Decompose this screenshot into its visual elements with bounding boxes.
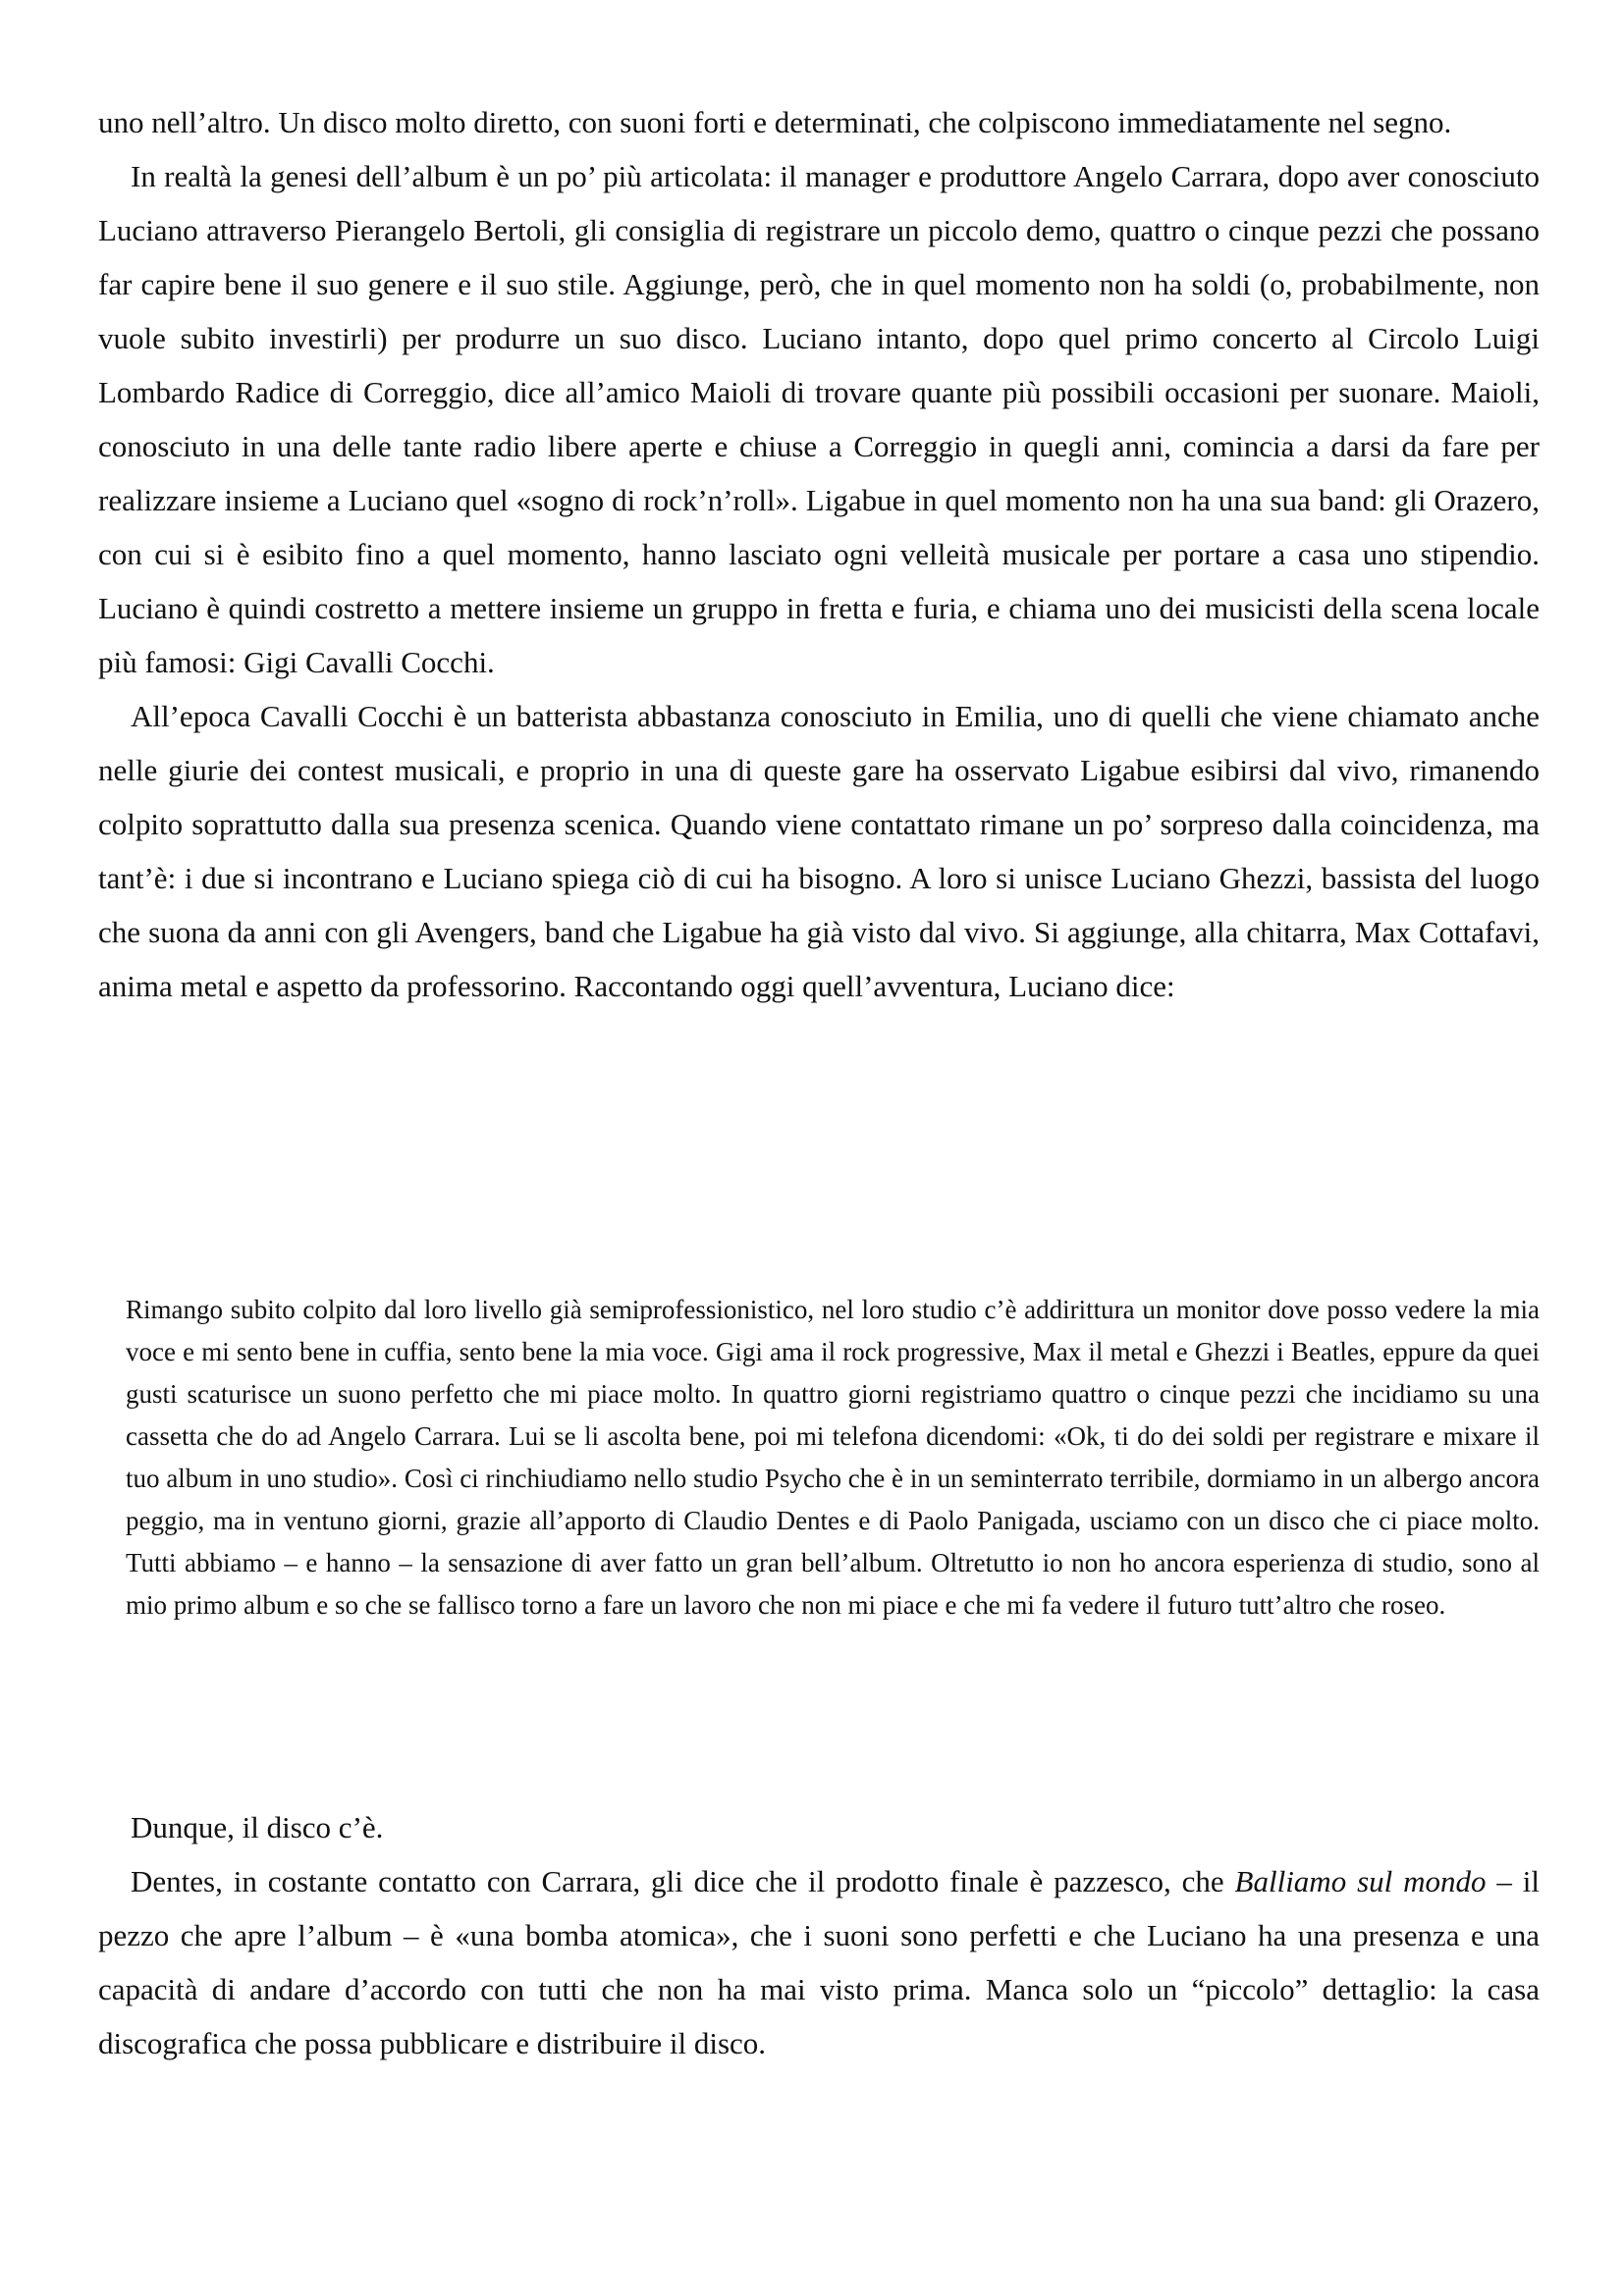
song-title-italic: Balliamo sul mondo	[1234, 1864, 1487, 1898]
paragraph-continuation: uno nell’altro. Un disco molto diretto, con suoni forti e determinati, che colpiscono immediatamente nel segno.	[98, 105, 1452, 139]
paragraph-dentes	[98, 1854, 1540, 2070]
block-quote-luciano: Rimango subito colpito dal loro livello già semiprofessionistico, nel loro studio c’è addirittura un monitor dove posso vedere la mia voce e mi sento bene in cuffia, sento bene la mia voce. Gigi ama il rock progressive, Max il metal e Ghezzi i Beatles, eppure da quei gusti scaturisce un suono perfetto che mi piace molto. In quattro giorni registriamo quattro o cinque pezzi che incidiamo su una cassetta che do ad Angelo Carrara. Lui se li ascolta bene, poi mi telefona dicendomi: «Ok, ti do dei soldi per registrare e mixare il tuo album in uno studio». Così ci rinchiudiamo nello studio Psycho che è in un seminterrato terribile, dormiamo in un albergo ancora peggio, ma in ventuno giorni, grazie all’apporto di Claudio Dentes e di Paolo Panigada, usciamo con un disco che ci piace molto. Tutti abbiamo – e hanno – la sensazione di aver fatto un gran bell’album. Oltretutto io non ho ancora esperienza di studio, sono al mio primo album e so che se fallisco torno a fare un lavoro che non mi piace e che mi fa vedere il futuro tutt’altro che roseo.	[126, 1295, 1540, 1620]
paragraph-dentes-rest: – il pezzo che apre l’album – è «una bomba atomica», che i suoni sono perfetti e che Luciano ha una presenza e una capacità di andare d’accordo con tutti che non ha mai visto prima. Manca solo un “piccolo” dettaglio: la casa discografica che possa pubblicare e distribuire il disco.	[98, 1864, 1540, 2060]
paragraph-dunque: Dunque, il disco c’è.	[131, 1810, 384, 1844]
body-section-bottom	[98, 1800, 1540, 2070]
body-section-top	[98, 95, 1540, 1013]
paragraph-album-genesis: In realtà la genesi dell’album è un po’ più articolata: il manager e produttore Angelo Carrara, dopo aver conosciuto Luciano attraverso Pierangelo Bertoli, gli consiglia di registrare un piccolo demo, quattro o cinque pezzi che possano far capire bene il suo genere e il suo stile. Aggiunge, però, che in quel momento non ha soldi (o, probabilmente, non vuole subito investirli) per produrre un suo disco. Luciano intanto, dopo quel primo concerto al Circolo Luigi Lombardo Radice di Correggio, dice all’amico Maioli di trovare quante più possibili occasioni per suonare. Maioli, conosciuto in una delle tante radio libere aperte e chiuse a Correggio in quegli anni, comincia a darsi da fare per realizzare insieme a Luciano quel «sogno di rock’n’roll». Ligabue in quel momento non ha una sua band: gli Orazero, con cui si è esibito fino a quel momento, hanno lasciato ogni velleità musicale per portare a casa uno stipendio. Luciano è quindi costretto a mettere insieme un gruppo in fretta e furia, e chiama uno dei musicisti della scena locale più famosi: Gigi Cavalli Cocchi.	[98, 159, 1540, 679]
paragraph-dentes-lead: Dentes, in costante contatto con Carrara, gli dice che il prodotto finale è pazzesco, che	[131, 1864, 1235, 1898]
paragraph-cavalli-cocchi: All’epoca Cavalli Cocchi è un batterista abbastanza conosciuto in Emilia, uno di quelli che viene chiamato anche nelle giurie dei contest musicali, e proprio in una di queste gare ha osservato Ligabue esibirsi dal vivo, rimanendo colpito soprattutto dalla sua presenza scenica. Quando viene contattato rimane un po’ sorpreso dalla coincidenza, ma tant’è: i due si incontrano e Luciano spiega ciò di cui ha bisogno. A loro si unisce Luciano Ghezzi, bassista del luogo che suona da anni con gli Avengers, band che Ligabue ha già visto dal vivo. Si aggiunge, alla chitarra, Max Cottafavi, anima metal e aspetto da professorino. Raccontando oggi quell’avventura, Luciano dice:	[98, 699, 1540, 1003]
